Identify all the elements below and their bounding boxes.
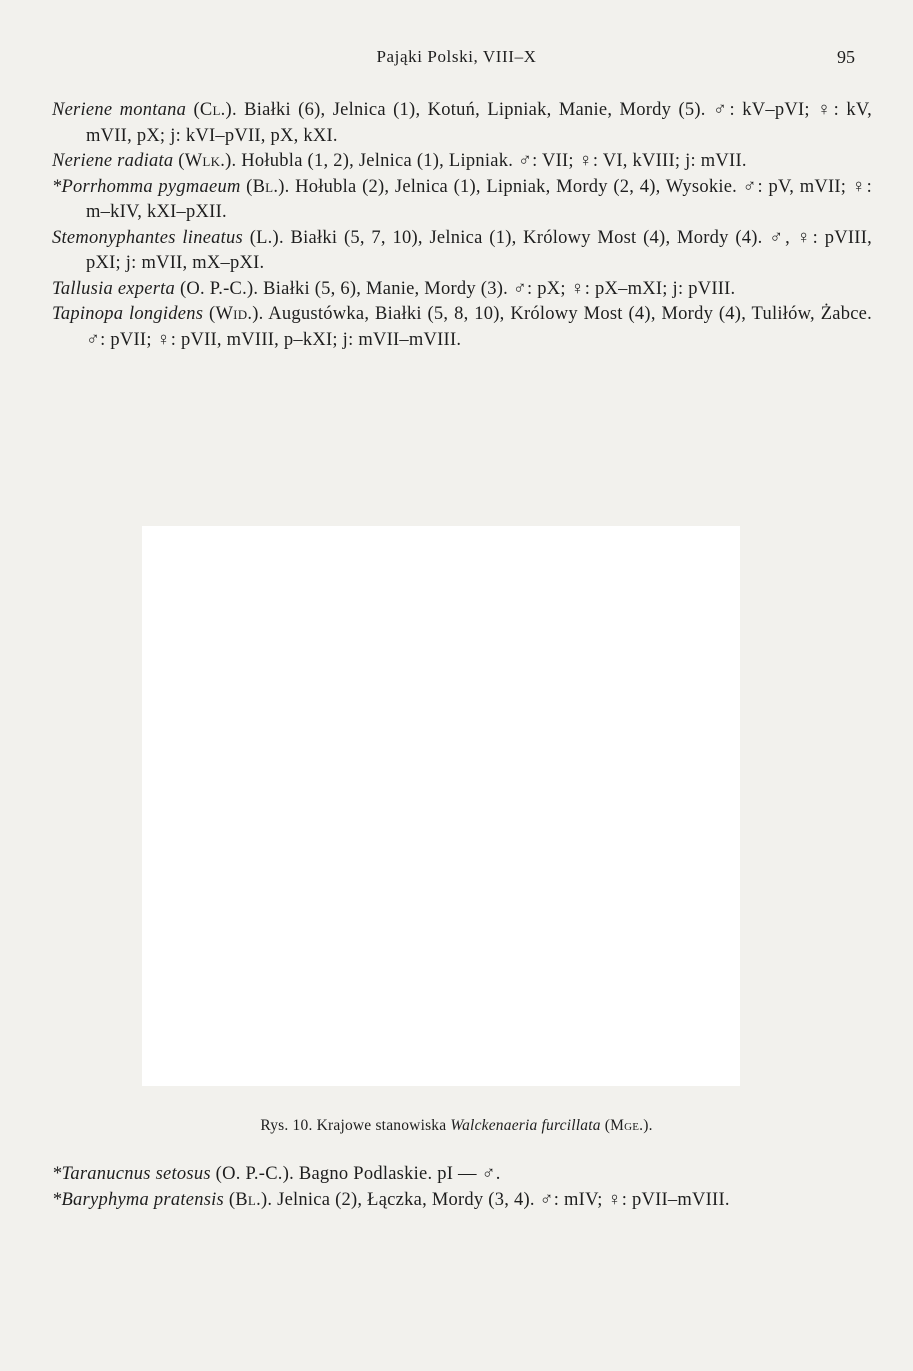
entry-text: ). Bagno Podlaskie. pI — ♂. (282, 1164, 501, 1184)
taxon-name: Neriene montana (52, 100, 187, 120)
caption-author: Mge. (610, 1117, 644, 1134)
page-number: 95 (837, 47, 855, 67)
species-entry: Tallusia experta (O. P.-C.). Białki (5, 6), Manie, Mordy (3). ♂: pX; ♀: pX–mXI; j: pVIII. (52, 278, 736, 299)
species-list-continued (52, 1162, 872, 1213)
taxon-author: Wlk. (184, 151, 226, 171)
species-entry: Neriene montana (Cl.). Białki (6), Jelnica (1), Kotuń, Lipniak, Manie, Mordy (5). ♂: kV–pVI; ♀: kV, mVII, pX; j: kVI–pVII, pX, kXI. (52, 100, 872, 146)
species-list (52, 98, 872, 353)
entry-text: ). Jelnica (2), Łączka, Mordy (3, 4). ♂: mIV; ♀: pVII–mVIII. (260, 1189, 730, 1210)
entry-text: ). Augustówka, Białki (5, 8, 10), Królowy Most (4), Mordy (4), Tuliłów, Żabce. ♂: pVII; ♀: pVII, mVIII, p–kXI; j: mVII–mVIII. (86, 304, 873, 350)
taxon-name: *Porrhomma pygmaeum (52, 176, 241, 197)
entry-text: ). Hołubla (2), Jelnica (1), Lipniak, Mordy (2, 4), Wysokie. ♂: pV, mVII; ♀: m–kIV, kXI–pXII. (86, 176, 872, 222)
running-title: Pająki Polski, VIII–X (376, 47, 537, 66)
species-entry: Tapinopa longidens (Wid.). Augustówka, Białki (5, 8, 10), Królowy Most (4), Mordy (4), Tuliłów, Żabce. ♂: pVII; ♀: pVII, mVIII, p–kXI; j: mVII–mVIII. (52, 304, 873, 350)
figure-caption: Rys. 10. Krajowe stanowiska Walckenaeria furcillata (Mge.). (260, 1117, 653, 1134)
taxon-name: Stemonyphantes lineatus (52, 227, 243, 248)
species-entry: Neriene radiata (Wlk.). Hołubla (1, 2), Jelnica (1), Lipniak. ♂: VII; ♀: VI, kVIII; j: mVII. (52, 151, 747, 171)
taxon-name: Tallusia experta (52, 278, 176, 299)
species-entry: Stemonyphantes lineatus (L.). Białki (5, 7, 10), Jelnica (1), Królowy Most (4), Mordy (4). ♂, ♀: pVIII, pXI; j: mVII, mX–pXI. (52, 227, 872, 273)
entry-text: ). Białki (6), Jelnica (1), Kotuń, Lipniak, Manie, Mordy (5). ♂: kV–pVI; ♀: kV, mVII, pX; j: kVI–pVII, pX, kXI. (86, 100, 872, 146)
caption-prefix: Rys. 10. Krajowe stanowiska (260, 1117, 451, 1134)
taxon-author: O. P.-C. (222, 1164, 283, 1184)
taxon-name: *Baryphyma pratensis (52, 1189, 224, 1210)
figure-map-area (142, 526, 740, 1086)
species-entry: *Porrhomma pygmaeum (Bl.). Hołubla (2), Jelnica (1), Lipniak, Mordy (2, 4), Wysokie. ♂: pV, mVII; ♀: m–kIV, kXI–pXII. (52, 176, 872, 222)
species-entry: *Baryphyma pratensis (Bl.). Jelnica (2), Łączka, Mordy (3, 4). ♂: mIV; ♀: pVII–mVIII. (52, 1189, 730, 1210)
page-header (0, 47, 913, 75)
taxon-author: Bl. (252, 176, 279, 197)
caption-suffix: ). (643, 1117, 653, 1134)
taxon-author: Cl. (199, 100, 226, 120)
taxon-name: Tapinopa longidens (52, 304, 204, 324)
entry-text: ). Hołubla (1, 2), Jelnica (1), Lipniak. ♂: VII; ♀: VI, kVIII; j: mVII. (225, 151, 747, 171)
entry-text: ). Białki (5, 6), Manie, Mordy (3). ♂: pX; ♀: pX–mXI; j: pVIII. (246, 278, 736, 299)
taxon-author: Wid. (215, 304, 253, 324)
species-entry: *Taranucnus setosus (O. P.-C.). Bagno Podlaskie. pI — ♂. (52, 1164, 501, 1184)
taxon-name: *Taranucnus setosus (52, 1164, 211, 1184)
taxon-author: O. P.-C. (186, 278, 247, 299)
entry-text: ). Białki (5, 7, 10), Jelnica (1), Królowy Most (4), Mordy (4). ♂, ♀: pVIII, pXI; j: mVII, mX–pXI. (86, 227, 872, 273)
caption-taxon: Walckenaeria furcillata (450, 1117, 601, 1134)
taxon-author: L. (256, 227, 273, 248)
taxon-author: Bl. (235, 1189, 261, 1210)
taxon-name: Neriene radiata (52, 151, 174, 171)
